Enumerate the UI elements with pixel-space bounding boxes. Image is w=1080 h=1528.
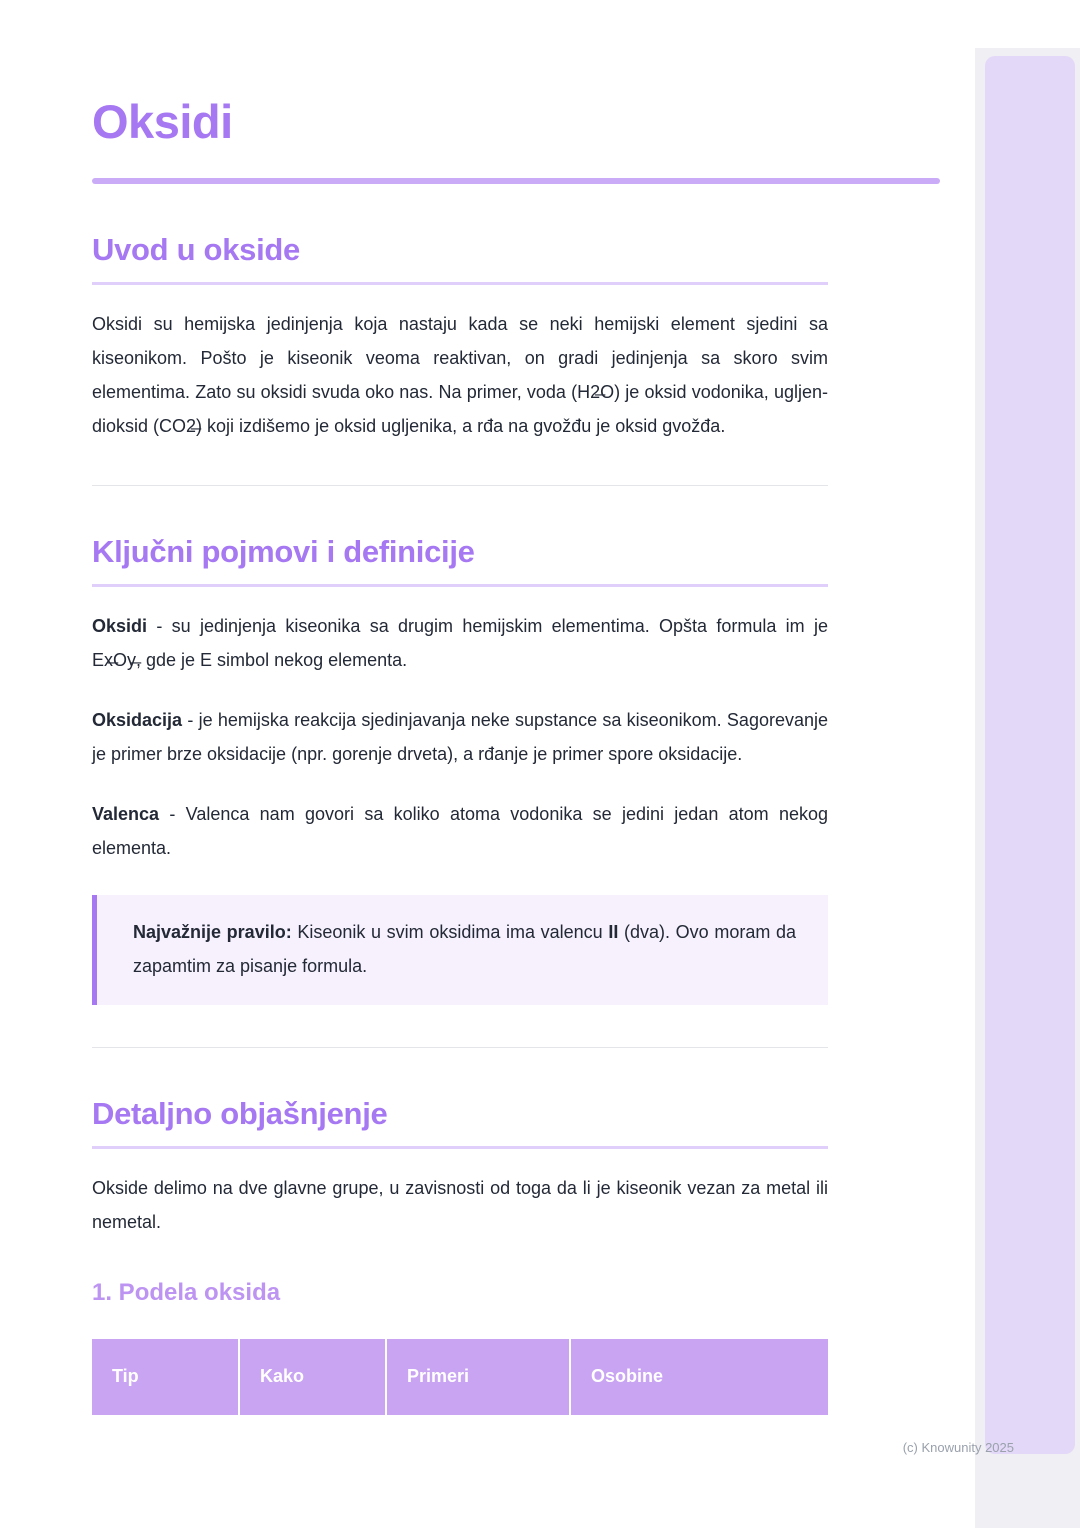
section-detailed-explanation (92, 1096, 828, 1415)
subheading-podela-oksida: 1. Podela oksida (92, 1278, 281, 1306)
table-header-kako: Kako (240, 1339, 385, 1415)
callout-mid: Kiseonik u svim oksidima ima valencu (291, 921, 609, 942)
copyright-footer: (c) Knowunity 2025 (902, 1440, 1014, 1455)
definition-text: - je hemijska reakcija sjedinjavanja neke supstance sa kiseonikom. Sagorevanje je primer brze oksidacije (npr. gorenje drveta), a rđanje je primer spore oksidacije. (92, 709, 828, 764)
definition-oksidacija (92, 703, 828, 771)
table-header-primeri: Primeri (387, 1339, 569, 1415)
section-divider (92, 1047, 828, 1048)
definition-term: Oksidi (92, 615, 148, 636)
oxide-table-header-row (92, 1339, 828, 1415)
detail-paragraph: Okside delimo na dve glavne grupe, u zavisnosti od toga da li je kiseonik vezan za metal ili nemetal. (92, 1177, 828, 1232)
section-intro (92, 232, 828, 443)
callout-lead: Najvažnije pravilo: (133, 921, 292, 942)
definition-oksidi (92, 609, 828, 677)
table-header-tip: Tip (92, 1339, 238, 1415)
definition-term: Oksidacija (92, 709, 183, 730)
page-title: Oksidi (92, 95, 233, 148)
title-divider-rule (92, 178, 940, 184)
section-heading-uvod-u-okside: Uvod u okside (92, 232, 828, 285)
definition-text: - Valenca nam govori sa koliko atoma vodonika se jedini jedan atom nekog elementa. (92, 803, 828, 858)
callout-text (133, 915, 796, 983)
scrollbar-thumb[interactable] (985, 56, 1075, 1454)
section-divider (92, 485, 828, 486)
scrollbar-track[interactable] (975, 48, 1080, 1528)
page-content (92, 0, 828, 1415)
section-key-terms (92, 534, 828, 1005)
callout-tail: (dva). Ovo moram da zapamtim za pisanje formula. (133, 921, 796, 976)
callout-valence-value: II (608, 921, 619, 942)
table-header-osobine: Osobine (571, 1339, 828, 1415)
important-rule-callout (92, 895, 828, 1005)
definition-text: - su jedinjenja kiseonika sa drugim hemijskim elementima. Opšta formula im je Ex̶Oy̶, gde je E simbol nekog elementa. (92, 615, 828, 670)
intro-paragraph: Oksidi su hemijska jedinjenja koja nastaju kada se neki hemijski element sjedini sa kiseonikom. Pošto je kiseonik veoma reaktivan, on gradi jedinjenja sa skoro svim elementima. Zato su oksidi svuda oko nas. Na primer, voda (H2̶O) je oksid vodonika, ugljen-dioksid (CO2̶) koji izdišemo je oksid ugljenika, a rđa na gvožđu je oksid gvožđa. (92, 313, 828, 436)
definition-valenca (92, 797, 828, 865)
section-heading-detaljno-objasnjenje: Detaljno objašnjenje (92, 1096, 828, 1149)
section-heading-kljucni-pojmovi: Ključni pojmovi i definicije (92, 534, 828, 587)
definition-term: Valenca (92, 803, 160, 824)
